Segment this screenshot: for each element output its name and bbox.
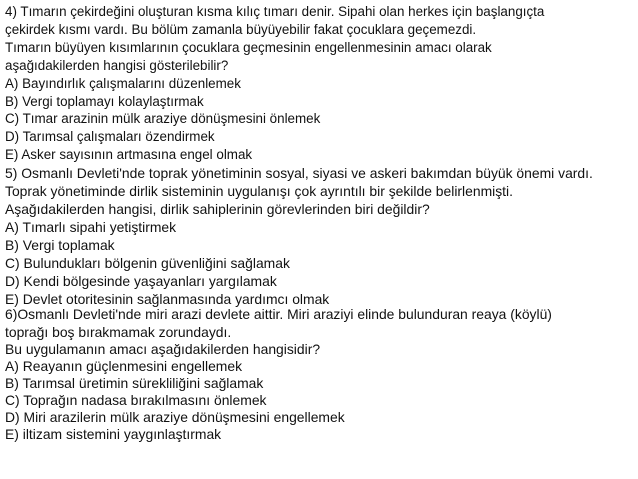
question-4-option-d: D) Tarımsal çalışmaları özendirmek xyxy=(5,129,215,145)
question-5-text-line-3: Aşağıdakilerden hangisi, dirlik sahiplerinin görevlerinden biri değildir? xyxy=(5,200,430,217)
question-6-text-line-3: Bu uygulamanın amacı aşağıdakilerden hangisidir? xyxy=(5,340,321,357)
question-5-option-d: D) Kendi bölgesinde yaşayanları yargılamak xyxy=(5,272,277,289)
question-5 xyxy=(5,165,635,308)
question-4-option-c: C) Tımar arazinin mülk araziye dönüşmesini önlemek xyxy=(5,111,321,127)
question-6-option-b: B) Tarımsal üretimin sürekliliğini sağlamak xyxy=(5,374,264,391)
question-6-text-line-1: 6)Osmanlı Devleti'nde miri arazi devlete aittir. Miri araziyi elinde bulunduran reaya (köylü) xyxy=(5,306,552,323)
question-4 xyxy=(5,3,635,164)
question-5-option-b: B) Vergi toplamak xyxy=(5,236,115,253)
question-5-text-line-1: 5) Osmanlı Devleti'nde toprak yönetiminin sosyal, siyasi ve askeri bakımdan büyük önemi vardı. xyxy=(5,165,593,182)
question-6-text-line-2: toprağı boş bırakmamak zorundaydı. xyxy=(5,323,232,340)
question-5-text-line-2: Toprak yönetiminde dirlik sisteminin uygulanışı çok ayrıntılı bir şekilde belirlenmişti. xyxy=(5,183,513,200)
question-4-option-e: E) Asker sayısının artmasına engel olmak xyxy=(5,147,253,163)
question-4-text-line-1: 4) Tımarın çekirdeğini oluşturan kısma kılıç tımarı denir. Sipahi olan herkes için başlangıçta xyxy=(5,4,545,19)
question-6-option-a: A) Reayanın güçlenmesini engellemek xyxy=(5,357,243,374)
question-5-option-c: C) Bulundukları bölgenin güvenliğini sağlamak xyxy=(5,254,290,271)
question-5-option-e: E) Devlet otoritesinin sağlanmasında yardımcı olmak xyxy=(5,290,330,307)
question-4-option-b: B) Vergi toplamayı kolaylaştırmak xyxy=(5,93,204,109)
question-6-option-d: D) Miri arazilerin mülk araziye dönüşmesini engellemek xyxy=(5,408,345,425)
question-6-option-e: E) iltizam sistemini yaygınlaştırmak xyxy=(5,426,222,443)
question-6 xyxy=(5,306,635,443)
question-5-option-a: A) Tımarlı sipahi yetiştirmek xyxy=(5,218,177,235)
question-4-text-line-3: Tımarın büyüyen kısımlarının çocuklara geçmesinin engellenmesinin amacı olarak xyxy=(5,39,492,55)
question-4-option-a: A) Bayındırlık çalışmalarını düzenlemek xyxy=(5,75,241,91)
question-4-text-line-4: aşağıdakilerden hangisi gösterilebilir? xyxy=(5,57,229,73)
question-6-option-c: C) Toprağın nadasa bırakılmasını önlemek xyxy=(5,391,267,408)
question-4-text-line-2: çekirdek kısmı vardı. Bu bölüm zamanla büyüyebilir fakat çocuklara geçemezdi. xyxy=(5,21,477,37)
questions-document xyxy=(5,3,635,443)
